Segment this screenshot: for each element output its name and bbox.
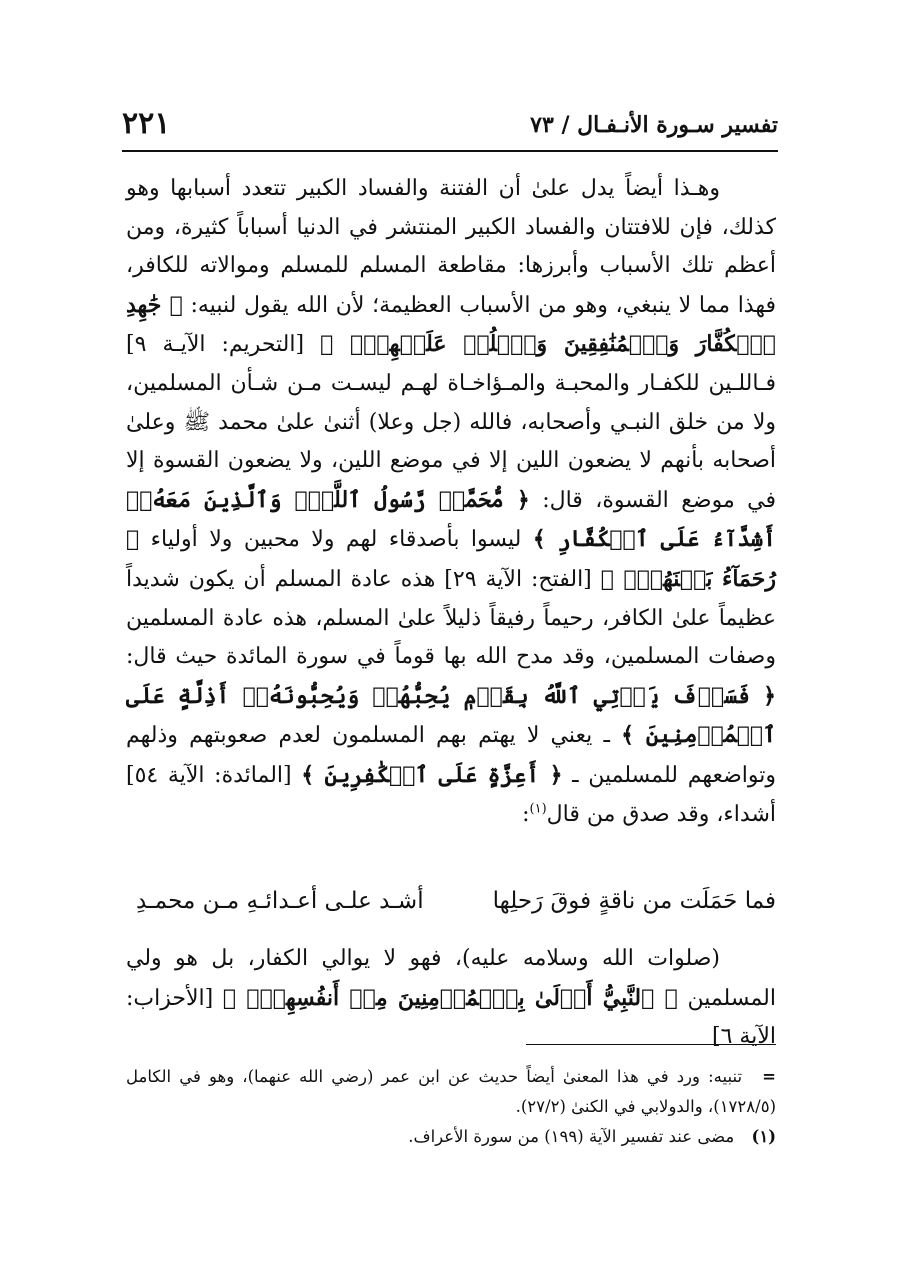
footnote-divider bbox=[526, 1044, 776, 1045]
footnote-1 bbox=[126, 1122, 776, 1152]
text-run: ليسوا بأصدقاء لهم ولا محبين ولا أولياء bbox=[150, 527, 522, 553]
footnote-text: مضى عند تفسير الآية (١٩٩) من سورة الأعراف. bbox=[408, 1127, 735, 1146]
footnotes bbox=[126, 1062, 776, 1152]
text-run: وهـذا أيضاً يدل علىٰ أن الفتنة والفساد الكبير تتعدد أسبابها وهو كذلك، فإن للافتتان والفساد الكبير المنتشر في الدنيا أسباباً كثيرة، ومن أعظم تلك الأسباب وأبرزها: مقاطعة المسلم للمسلم وموالاته للكافر، فهذا مما لا ينبغي، وهو من الأسباب العظيمة؛ لأن الله يقول لنبيه: bbox=[126, 176, 777, 318]
text-run: (صلوات الله وسلامه عليه)، فهو لا يوالي الكفار، بل هو ولي المسلمين bbox=[126, 946, 777, 1011]
poetry-verse bbox=[126, 888, 776, 928]
quran-quote: ﴿ أَعِزَّةٍ عَلَى ٱلۡكَٰفِرِينَ ﴾ bbox=[301, 761, 563, 788]
text-run: ـ يعني لا يهتم بهم المسلمون لعدم صعوبتهم وذلهم وتواضعهم للمسلمين ـ bbox=[126, 723, 776, 788]
quran-quote: ﴿ رُحَمَآءُ بَيۡنَهُمۡۖ ﴾ bbox=[126, 526, 776, 592]
paragraph bbox=[126, 940, 776, 1057]
text-run: [المائدة: الآية ٥٤] أشداء، وقد صدق من قال bbox=[126, 762, 776, 827]
verse-hemistich-second: أشـد علـى أعـدائـهِ مـن محمـدِ bbox=[136, 888, 424, 914]
text-run: [التحريم: الآيـة ٩] فـاللـين للكفـار والمحبـة والمـؤاخـاة لهـم ليسـت مـن شـأن المسلمين، ولا من خلق النبـي وأصحابه، فالله (جل وعلا) أثنىٰ علىٰ محمد ﷺ وعلىٰ أصحابه بأنهم لا يضعون اللين إلا في موضع اللين، ولا يضعون القسوة إلا في موضع القسوة، قال: bbox=[126, 332, 776, 513]
quran-quote: ﴿ مُّحَمَّدٞ رَّسُولُ ٱللَّهِۚ وَٱلَّذِينَ مَعَهُۥٓ أَشِدَّآءُ عَلَى ٱلۡكُفَّارِ ﴾ bbox=[126, 486, 776, 553]
main-body bbox=[126, 170, 776, 834]
closing-paragraph bbox=[126, 940, 776, 1057]
footnote-text: تنبيه: ورد في هذا المعنىٰ أيضاً حديث عن ابن عمر (رضي الله عنهما)، وهو في الكامل (١٧٢٨/٥)، والدولابي في الكنىٰ (٢٧/٢). bbox=[126, 1067, 776, 1116]
footnote-number: (١) bbox=[751, 1127, 776, 1146]
footnote-reference: (١) bbox=[529, 801, 547, 817]
text-run: : bbox=[522, 801, 530, 827]
text-run: [الأحزاب: الآية ٦] bbox=[126, 985, 776, 1050]
verse-hemistich-first: فما حَمَلَت من ناقةٍ فوقَ رَحلِها bbox=[492, 888, 776, 914]
running-header bbox=[122, 100, 778, 148]
page-number: ٢٢١ bbox=[122, 106, 171, 141]
running-title: تفسير سـورة الأنـفـال / ٧٣ bbox=[530, 112, 778, 138]
quran-quote: ﴿ جَٰهِدِ ٱلۡكُفَّارَ وَٱلۡمُنَٰفِقِينَ وَٱغۡلُظۡ عَلَيۡهِمۡۚ ﴾ bbox=[126, 291, 776, 358]
quran-quote: ﴿ ٱلنَّبِيُّ أَوۡلَىٰ بِٱلۡمُؤۡمِنِينَ مِنۡ أَنفُسِهِمۡۖ ﴾ bbox=[222, 984, 678, 1011]
header-divider bbox=[122, 150, 778, 152]
quran-quote: ﴿ فَسَوۡفَ يَأۡتِي ٱللَّهُ بِقَوۡمٖ يُحِبُّهُمۡ وَيُحِبُّونَهُۥٓ أَذِلَّةٍ عَلَى ٱلۡمُؤۡمِنِينَ ﴾ bbox=[126, 682, 776, 749]
continuation-mark: = bbox=[762, 1067, 776, 1086]
paragraph bbox=[126, 170, 776, 834]
footnote-continuation bbox=[126, 1062, 776, 1122]
text-run: [الفتح: الآية ٢٩] هذه عادة المسلم أن يكون شديداً عظيماً علىٰ الكافر، رحيماً رفيقاً ذليلاً علىٰ المسلم، هذه عادة المسلمين وصفات المسلمين، وقد مدح الله بها قوماً في سورة المائدة حيث قال: bbox=[126, 566, 776, 670]
